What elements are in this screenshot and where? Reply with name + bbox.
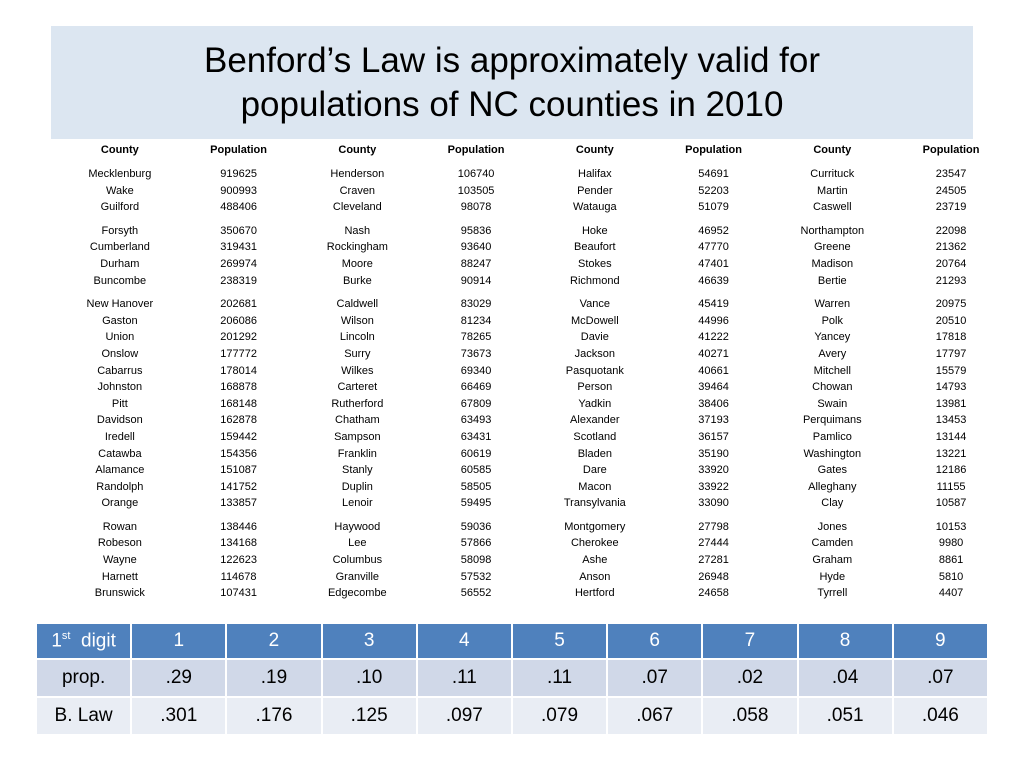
population-cell: 168878: [220, 381, 257, 394]
row-label: prop.: [36, 659, 131, 697]
population-cell: 20975: [935, 298, 967, 311]
county-name-cell: Tyrrell: [817, 587, 848, 600]
population-cell: 27444: [698, 537, 729, 550]
benford-header-row: [36, 623, 988, 659]
value-cell: .097: [417, 697, 512, 735]
population-cell: 40661: [698, 364, 729, 377]
population-cell: 27281: [698, 554, 729, 567]
county-population-table: [52, 140, 1002, 602]
county-name-cell: Durham: [100, 257, 140, 270]
population-cell: 4407: [938, 587, 964, 600]
county-name-cell: Hyde: [819, 570, 846, 583]
county-name-cell: Wayne: [102, 554, 137, 567]
population-cell: 57532: [460, 570, 492, 583]
county-name-cell: Alleghany: [808, 480, 857, 493]
population-cell: 59036: [460, 520, 492, 533]
population-cell: 24505: [935, 184, 967, 197]
county-name-cell: Jackson: [574, 347, 615, 360]
county-name-cell: Rockingham: [326, 241, 388, 254]
population-cell: 10587: [935, 497, 967, 510]
column-header: County: [100, 143, 139, 156]
population-cell: 114678: [220, 570, 257, 583]
county-name-cell: Davidson: [96, 414, 143, 427]
first-digit-header: 1st digit: [36, 623, 131, 659]
table-row: [52, 379, 1002, 396]
county-name-cell: Currituck: [810, 168, 855, 180]
population-cell: 17797: [935, 347, 967, 360]
population-cell: 69340: [460, 364, 492, 377]
population-cell: 27798: [698, 520, 729, 533]
county-name-cell: McDowell: [570, 314, 619, 327]
slide-title-line-2: populations of NC counties in 2010: [240, 84, 784, 124]
population-cell: 20510: [935, 314, 967, 327]
digit-header: 6: [607, 623, 702, 659]
population-cell: 202681: [220, 298, 257, 311]
population-cell: 15579: [935, 364, 967, 377]
county-name-cell: Beaufort: [574, 241, 616, 254]
county-name-cell: Wilkes: [341, 364, 374, 377]
population-cell: 45419: [698, 298, 729, 311]
digit-header: 1: [131, 623, 226, 659]
county-name-cell: Nash: [344, 224, 371, 237]
column-header: Population: [210, 143, 267, 156]
county-name-cell: Duplin: [341, 480, 373, 493]
population-table-header: [52, 140, 1002, 159]
population-cell: 95836: [460, 224, 492, 237]
group-spacer: [52, 289, 1002, 296]
county-name-cell: Greene: [813, 241, 851, 254]
county-name-cell: Washington: [803, 447, 862, 460]
county-name-cell: Mitchell: [813, 364, 851, 377]
population-cell: 17818: [935, 331, 967, 344]
population-cell: 154356: [220, 447, 257, 460]
county-name-cell: Bladen: [577, 447, 612, 460]
title-banner: [51, 26, 973, 139]
county-name-cell: Richmond: [570, 274, 620, 287]
population-cell: 133857: [220, 497, 257, 510]
population-cell: 919625: [220, 168, 257, 180]
county-name-cell: Carteret: [337, 381, 378, 394]
county-name-cell: Cumberland: [89, 241, 150, 254]
county-name-cell: Haywood: [334, 520, 381, 533]
population-cell: 12186: [935, 464, 967, 477]
value-cell: .19: [226, 659, 321, 697]
county-name-cell: Brunswick: [94, 587, 145, 600]
county-name-cell: Warren: [814, 298, 851, 311]
table-row: [52, 256, 1002, 273]
county-name-cell: Wake: [105, 184, 134, 197]
population-cell: 201292: [220, 331, 257, 344]
county-name-cell: Johnston: [97, 381, 143, 394]
population-cell: 23719: [935, 201, 967, 214]
county-name-cell: Stokes: [578, 257, 612, 270]
value-cell: .058: [702, 697, 797, 735]
population-cell: 238319: [220, 274, 257, 287]
population-cell: 151087: [220, 464, 257, 477]
county-name-cell: Chowan: [812, 381, 853, 394]
observed-proportion-row: [36, 659, 988, 697]
county-name-cell: Cleveland: [332, 201, 382, 214]
table-row: [52, 346, 1002, 363]
county-name-cell: Granville: [335, 570, 380, 583]
county-name-cell: Alexander: [570, 414, 620, 427]
population-cell: 22098: [935, 224, 967, 237]
table-row: [52, 535, 1002, 552]
population-cell: 21362: [935, 241, 967, 254]
county-name-cell: Yadkin: [578, 397, 612, 410]
population-cell: 13981: [935, 397, 967, 410]
table-row: [52, 479, 1002, 496]
digit-header: 7: [702, 623, 797, 659]
county-name-cell: Craven: [339, 184, 376, 197]
population-cell: 168148: [220, 397, 257, 410]
county-name-cell: Hoke: [581, 224, 608, 237]
county-name-cell: Moore: [341, 257, 373, 270]
population-cell: 59495: [460, 497, 492, 510]
population-cell: 13221: [935, 447, 967, 460]
county-name-cell: Iredell: [104, 430, 135, 443]
benford-comparison-table: [35, 622, 989, 736]
county-name-cell: Stanly: [342, 464, 373, 477]
population-cell: 269974: [220, 257, 257, 270]
table-row: [52, 552, 1002, 569]
column-header: County: [338, 143, 377, 156]
population-cell: 40271: [698, 347, 729, 360]
county-name-cell: Hertford: [574, 587, 615, 600]
population-cell: 107431: [220, 587, 257, 600]
county-name-cell: Camden: [811, 537, 854, 550]
county-name-cell: Graham: [812, 554, 853, 567]
county-name-cell: Anson: [579, 570, 611, 583]
population-cell: 37193: [698, 414, 729, 427]
county-name-cell: Wilson: [340, 314, 374, 327]
population-cell: 103505: [457, 184, 495, 197]
table-row: [52, 412, 1002, 429]
population-cell: 8861: [938, 554, 964, 567]
population-cell: 33920: [698, 464, 729, 477]
table-row: [52, 199, 1002, 216]
county-name-cell: Lee: [348, 537, 367, 550]
value-cell: .301: [131, 697, 226, 735]
population-cell: 46639: [698, 274, 729, 287]
population-cell: 33090: [698, 497, 729, 510]
population-cell: 52203: [698, 184, 729, 197]
population-cell: 159442: [220, 430, 257, 443]
value-cell: .125: [322, 697, 417, 735]
population-cell: 13453: [935, 414, 967, 427]
county-name-cell: Union: [105, 331, 135, 344]
county-name-cell: Pasquotank: [565, 364, 624, 377]
county-name-cell: Montgomery: [564, 520, 626, 533]
population-cell: 47770: [698, 241, 729, 254]
population-cell: 58098: [460, 554, 492, 567]
county-name-cell: Pitt: [111, 397, 128, 410]
digit-header: 8: [798, 623, 893, 659]
value-cell: .07: [607, 659, 702, 697]
population-cell: 122623: [220, 554, 257, 567]
table-row: [52, 363, 1002, 380]
group-spacer: [52, 159, 1002, 166]
population-cell: 38406: [698, 397, 729, 410]
table-row: [52, 446, 1002, 463]
table-row: [52, 273, 1002, 290]
population-cell: 319431: [220, 241, 257, 254]
table-row: [52, 396, 1002, 413]
value-cell: .051: [798, 697, 893, 735]
population-cell: 51079: [698, 201, 729, 214]
county-name-cell: Polk: [821, 314, 843, 327]
county-name-cell: Swain: [817, 397, 848, 410]
table-row: [52, 462, 1002, 479]
population-cell: 56552: [460, 587, 492, 600]
table-row: [52, 239, 1002, 256]
digit-header: 2: [226, 623, 321, 659]
county-name-cell: Rutherford: [331, 397, 384, 410]
value-cell: .07: [893, 659, 988, 697]
county-name-cell: Martin: [817, 184, 848, 197]
county-name-cell: Cabarrus: [97, 364, 143, 377]
population-cell: 47401: [698, 257, 729, 270]
table-row: [52, 495, 1002, 512]
county-name-cell: Gaston: [102, 314, 138, 327]
county-name-cell: Sampson: [334, 430, 381, 443]
county-name-cell: Buncombe: [93, 274, 147, 287]
county-name-cell: Scotland: [573, 430, 617, 443]
table-row: [52, 166, 1002, 183]
county-name-cell: Caldwell: [336, 298, 379, 311]
population-cell: 206086: [220, 314, 257, 327]
county-name-cell: Mecklenburg: [88, 168, 152, 180]
county-name-cell: Transylvania: [563, 497, 626, 510]
population-cell: 60619: [460, 447, 492, 460]
county-name-cell: Lenoir: [342, 497, 373, 510]
population-cell: 9980: [938, 537, 964, 550]
population-cell: 98078: [460, 201, 492, 214]
county-name-cell: New Hanover: [86, 298, 154, 311]
county-name-cell: Orange: [101, 497, 139, 510]
population-cell: 106740: [457, 168, 495, 180]
population-cell: 23547: [935, 168, 967, 180]
county-name-cell: Macon: [578, 480, 612, 493]
county-name-cell: Rowan: [102, 520, 137, 533]
value-cell: .067: [607, 697, 702, 735]
population-cell: 13144: [935, 430, 967, 443]
value-cell: .11: [512, 659, 607, 697]
population-cell: 14793: [935, 381, 967, 394]
digit-header: 3: [322, 623, 417, 659]
county-name-cell: Gates: [817, 464, 847, 477]
value-cell: .11: [417, 659, 512, 697]
slide-title: [204, 39, 820, 127]
population-cell: 46952: [698, 224, 729, 237]
population-cell: 67809: [460, 397, 492, 410]
county-name-cell: Harnett: [101, 570, 138, 583]
table-row: [52, 313, 1002, 330]
column-header: Population: [922, 143, 980, 156]
population-cell: 488406: [220, 201, 257, 214]
population-cell: 900993: [220, 184, 257, 197]
population-cell: 66469: [460, 381, 492, 394]
digit-header: 4: [417, 623, 512, 659]
population-cell: 81234: [460, 314, 492, 327]
county-name-cell: Northampton: [800, 224, 865, 237]
slide-title-line-1: Benford’s Law is approximately valid for: [203, 40, 821, 80]
population-cell: 33922: [698, 480, 729, 493]
table-row: [52, 519, 1002, 536]
county-name-cell: Forsyth: [101, 224, 139, 237]
column-header: Population: [447, 143, 505, 156]
county-name-cell: Pamlico: [812, 430, 852, 443]
population-cell: 54691: [698, 168, 729, 180]
population-cell: 90914: [460, 274, 492, 287]
group-spacer: [52, 216, 1002, 223]
population-cell: 21293: [935, 274, 967, 287]
county-name-cell: Guilford: [100, 201, 140, 214]
county-name-cell: Edgecombe: [327, 587, 387, 600]
county-name-cell: Robeson: [97, 537, 142, 550]
county-name-cell: Onslow: [101, 347, 139, 360]
population-cell: 20764: [935, 257, 967, 270]
county-name-cell: Watauga: [573, 201, 617, 214]
population-cell: 73673: [460, 347, 492, 360]
population-cell: 63493: [460, 414, 492, 427]
population-cell: 177772: [220, 347, 257, 360]
population-cell: 41222: [698, 331, 729, 344]
county-name-cell: Davie: [580, 331, 609, 344]
population-cell: 162878: [220, 414, 257, 427]
value-cell: .176: [226, 697, 321, 735]
population-cell: 26948: [698, 570, 729, 583]
county-name-cell: Alamance: [95, 464, 145, 477]
county-name-cell: Bertie: [817, 274, 847, 287]
population-cell: 39464: [698, 381, 729, 394]
county-name-cell: Ashe: [582, 554, 608, 567]
county-name-cell: Surry: [344, 347, 371, 360]
population-cell: 11155: [936, 480, 966, 493]
county-name-cell: Jones: [817, 520, 847, 533]
county-name-cell: Chatham: [335, 414, 380, 427]
population-cell: 24658: [698, 587, 729, 600]
table-row: [52, 296, 1002, 313]
population-cell: 10153: [935, 520, 967, 533]
table-row: [52, 223, 1002, 240]
population-cell: 35190: [698, 447, 729, 460]
column-header: County: [813, 143, 852, 156]
population-cell: 138446: [220, 520, 257, 533]
county-name-cell: Franklin: [337, 447, 377, 460]
county-name-cell: Cherokee: [570, 537, 619, 550]
table-row: [52, 329, 1002, 346]
table-row: [52, 585, 1002, 602]
benford-law-row: [36, 697, 988, 735]
column-header: County: [575, 143, 614, 156]
county-name-cell: Pender: [577, 184, 613, 197]
county-name-cell: Caswell: [813, 201, 852, 214]
population-cell: 78265: [460, 331, 492, 344]
population-cell: 36157: [698, 430, 729, 443]
group-spacer: [52, 512, 1002, 519]
row-label: B. Law: [36, 697, 131, 735]
county-name-cell: Vance: [579, 298, 610, 311]
population-cell: 88247: [460, 257, 492, 270]
value-cell: .10: [322, 659, 417, 697]
county-name-cell: Lincoln: [339, 331, 375, 344]
table-row: [52, 183, 1002, 200]
digit-header: 9: [893, 623, 988, 659]
county-name-cell: Halifax: [578, 168, 612, 180]
population-cell: 57866: [460, 537, 492, 550]
digit-header: 5: [512, 623, 607, 659]
table-row: [52, 569, 1002, 586]
population-cell: 58505: [460, 480, 492, 493]
county-name-cell: Columbus: [332, 554, 383, 567]
population-cell: 178014: [220, 364, 257, 377]
table-row: [52, 429, 1002, 446]
population-cell: 44996: [698, 314, 729, 327]
value-cell: .079: [512, 697, 607, 735]
county-name-cell: Burke: [342, 274, 372, 287]
county-name-cell: Perquimans: [802, 414, 862, 427]
county-name-cell: Dare: [582, 464, 607, 477]
value-cell: .04: [798, 659, 893, 697]
county-name-cell: Henderson: [330, 168, 385, 180]
county-name-cell: Clay: [821, 497, 844, 510]
population-cell: 63431: [460, 430, 492, 443]
population-cell: 141752: [220, 480, 257, 493]
county-name-cell: Catawba: [98, 447, 142, 460]
county-name-cell: Madison: [811, 257, 854, 270]
county-name-cell: Avery: [818, 347, 847, 360]
value-cell: .29: [131, 659, 226, 697]
value-cell: .046: [893, 697, 988, 735]
column-header: Population: [685, 143, 742, 156]
population-cell: 60585: [460, 464, 492, 477]
value-cell: .02: [702, 659, 797, 697]
county-name-cell: Yancey: [814, 331, 851, 344]
county-name-cell: Person: [577, 381, 613, 394]
population-cell: 5810: [938, 570, 964, 583]
county-name-cell: Randolph: [96, 480, 144, 493]
population-cell: 350670: [220, 224, 257, 237]
population-cell: 83029: [460, 298, 492, 311]
population-cell: 93640: [460, 241, 492, 254]
population-cell: 134168: [220, 537, 257, 550]
